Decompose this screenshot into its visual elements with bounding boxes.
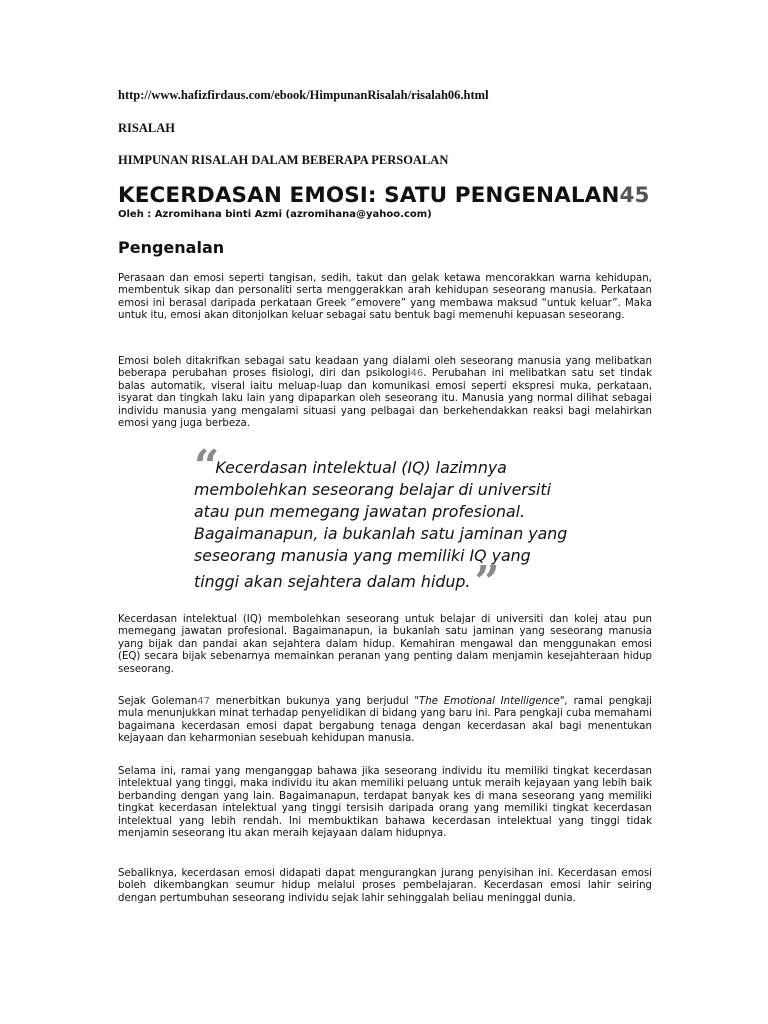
source-url[interactable]: http://www.hafizfirdaus.com/ebook/HimpunanRisalah/risalah06.html: [118, 88, 489, 102]
pull-quote-line-5: seseorang manusia yang memiliki IQ yang: [194, 546, 531, 565]
title-text: KECERDASAN EMOSI: SATU PENGENALAN: [118, 183, 620, 208]
paragraph-2-text-b: . Perubahan ini melibatkan satu set tindak balas automatik, viseral iaitu meluap-luap dan komunikasi emosi seperti ekspresi muka, perkataan, isyarat dan tingkah laku lain yang dipaparkan oleh seseorang itu. Manusia yang normal dilihat sebagai individu manusia yang mengalami situasi yang pelbagai dan berkehendakkan reaksi bagi melahirkan emosi yang juga berbeza.: [118, 368, 652, 430]
section-heading: Pengenalan: [118, 238, 225, 257]
paragraph-3: Kecerdasan intelektual (IQ) membolehkan seseorang untuk belajar di universiti dan kolej atau pun memegang jawatan profesional. Bagaimanapun, ia bukanlah satu jaminan yang seseorang manusia yang bijak dan pandai akan sejahtera dalam hidup. Kemahiran mengawal dan menggunakan emosi (EQ) secara bijak sebenarnya memainkan peranan yang penting dalam menjamin kesejahteraan hidup seseorang.: [118, 614, 652, 675]
pull-quote-text-6: tinggi akan sejahtera dalam hidup.: [194, 572, 471, 591]
pull-quote: [194, 441, 574, 608]
pull-quote-line-6: [194, 557, 574, 608]
paragraph-2-text-a: Emosi boleh ditakrifkan sebagai satu keadaan yang dialami oleh seseorang manusia yang melibatkan beberapa perubahan proses fisiologi, diri dan psikologi: [118, 356, 652, 380]
author-line: Oleh : Azromihana binti Azmi (azromihana@yahoo.com): [118, 209, 432, 220]
pull-quote-line-4: Bagaimanapun, ia bukanlah satu jaminan yang: [194, 524, 568, 543]
paragraph-4: [118, 696, 652, 746]
pull-quote-text-1: Kecerdasan intelektual (IQ) lazimnya: [215, 458, 507, 477]
paragraph-4-text-a: Sejak Goleman: [118, 696, 198, 707]
paragraph-1: Perasaan dan emosi seperti tangisan, sedih, takut dan gelak ketawa mencorakkan warna kehidupan, membentuk sikap dan personaliti serta menggerakkan arah kehidupan seseorang manusia. Perkataan emosi ini berasal daripada perkataan Greek “emovere” yang membawa maksud “untuk keluar”. Maka untuk itu, emosi akan ditonjolkan keluar sebagai satu bentuk bagi memenuhi kepuasan seseorang.: [118, 273, 652, 322]
title-footnote-ref[interactable]: 45: [619, 183, 650, 208]
open-quote-icon: “: [194, 441, 216, 492]
paragraph-2: [118, 356, 652, 430]
series-label: RISALAH: [118, 121, 175, 135]
paragraph-5: Selama ini, ramai yang menganggap bahawa jika seseorang individu itu memiliki tingkat kecerdasan intelektual yang tinggi, maka individu itu akan memiliki peluang untuk meraih kejayaan yang lebih baik berbanding dengan yang lain. Bagaimanapun, terdapat banyak kes di mana seseorang yang memiliki tingkat kecerdasan intelektual yang tinggi tersisih daripada orang yang memiliki tingkat kecerdasan intelektual yang lebih rendah. Ini membuktikan bahawa kecerdasan intelektual yang tinggi tidak menjamin seseorang itu akan meraih kejayaan dalam hidupnya.: [118, 766, 652, 840]
close-quote-icon: ”: [474, 557, 496, 608]
article-title: [118, 183, 650, 208]
pull-quote-line-2: membolehkan seseorang belajar di universiti: [194, 480, 551, 499]
footnote-ref-47[interactable]: 47: [197, 696, 211, 707]
pull-quote-line-3: atau pun memegang jawatan profesional.: [194, 502, 526, 521]
footnote-ref-46[interactable]: 46: [410, 368, 424, 380]
paragraph-6: Sebaliknya, kecerdasan emosi didapati dapat mengurangkan jurang penyisihan ini. Kecerdasan emosi boleh dikembangkan seumur hidup melalui proses pembelajaran. Kecerdasan emosi lahir seiring dengan pertumbuhan seseorang individu sejak lahir sehinggalah beliau meninggal dunia.: [118, 868, 652, 904]
paragraph-4-text-b: menerbitkan bukunya yang berjudul: [210, 696, 415, 707]
collection-title: HIMPUNAN RISALAH DALAM BEBERAPA PERSOALAN: [118, 153, 449, 167]
paragraph-4-text-c: ramai pengkaji mula menunjukkan minat terhadap penyelidikan di bidang yang baru ini. Para pengkaji cuba memahami bagaimana kecerdasan emosi dapat bergabung tenaga dengan kecerdasan akal bagi menentukan kejayaan dan keharmonian sesebuah kehidupan manusia.: [118, 696, 653, 745]
book-title: "The Emotional Intelligence",: [414, 696, 568, 707]
